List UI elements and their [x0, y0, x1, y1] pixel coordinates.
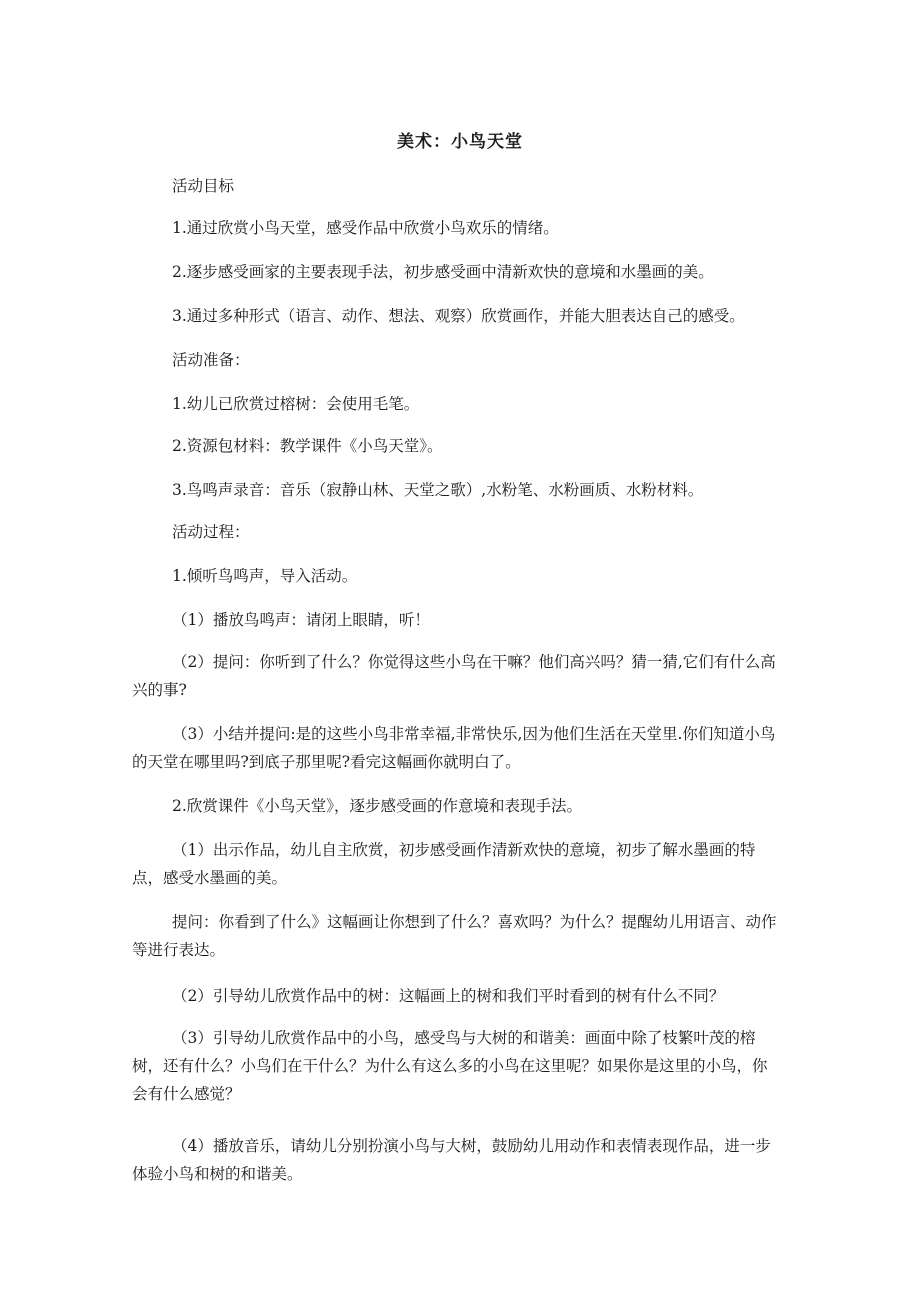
- section-heading-goals: 活动目标: [172, 177, 235, 195]
- paragraph: （1）出示作品，幼儿自主欣赏，初步感受画作清新欢快的意境，初步了解水墨画的特点，感受水墨画的美。: [132, 841, 756, 887]
- paragraph: （3）小结并提问:是的这些小鸟非常幸福,非常快乐,因为他们生活在天堂里.你们知道小鸟的天堂在哪里吗?到底子那里呢?看完这幅画你就明白了。: [132, 725, 776, 771]
- paragraph: 2.欣赏课件《小鸟天堂》，逐步感受画的作意境和表现手法。: [172, 797, 583, 815]
- document-title: 美术：小鸟天堂: [397, 132, 523, 152]
- paragraph: 3.通过多种形式（语言、动作、想法、观察）欣赏画作，并能大胆表达自己的感受。: [172, 307, 745, 325]
- paragraph: 1.倾听鸟鸣声，导入活动。: [172, 567, 358, 585]
- paragraph: （1）播放鸟鸣声：请闭上眼睛，听！: [172, 611, 430, 629]
- paragraph: 2.资源包材料：教学课件《小鸟天堂》。: [172, 437, 443, 455]
- paragraph: 3.鸟鸣声录音：音乐（寂静山林、天堂之歌）,水粉笔、水粉画质、水粉材料。: [172, 481, 704, 499]
- paragraph: 1.通过欣赏小鸟天堂，感受作品中欣赏小鸟欢乐的情绪。: [172, 219, 559, 237]
- paragraph: （2）提问：你听到了什么？你觉得这些小鸟在干嘛？他们高兴吗？猜一猜,它们有什么高兴的事?: [132, 653, 776, 699]
- paragraph: 1.幼儿已欣赏过榕树：会使用毛笔。: [172, 395, 420, 413]
- paragraph: 提问：你看到了什么》这幅画让你想到了什么？喜欢吗？为什么？提醒幼儿用语言、动作等进行表达。: [132, 913, 777, 959]
- paragraph: （2）引导幼儿欣赏作品中的树：这幅画上的树和我们平时看到的树有什么不同？: [172, 987, 725, 1005]
- paragraph: 2.逐步感受画家的主要表现手法，初步感受画中清新欢快的意境和水墨画的美。: [172, 263, 714, 281]
- paragraph: （4）播放音乐，请幼儿分别扮演小鸟与大树，鼓励幼儿用动作和表情表现作品，进一步体验小鸟和树的和谐美。: [132, 1137, 771, 1183]
- section-heading-preparation: 活动准备：: [172, 351, 250, 369]
- paragraph: （3）引导幼儿欣赏作品中的小鸟，感受鸟与大树的和谐美：画面中除了枝繁叶茂的榕树，还有什么？小鸟们在干什么？为什么有这么多的小鸟在这里呢？如果你是这里的小鸟，你会有什么感觉？: [132, 1029, 768, 1103]
- section-heading-process: 活动过程：: [172, 523, 250, 541]
